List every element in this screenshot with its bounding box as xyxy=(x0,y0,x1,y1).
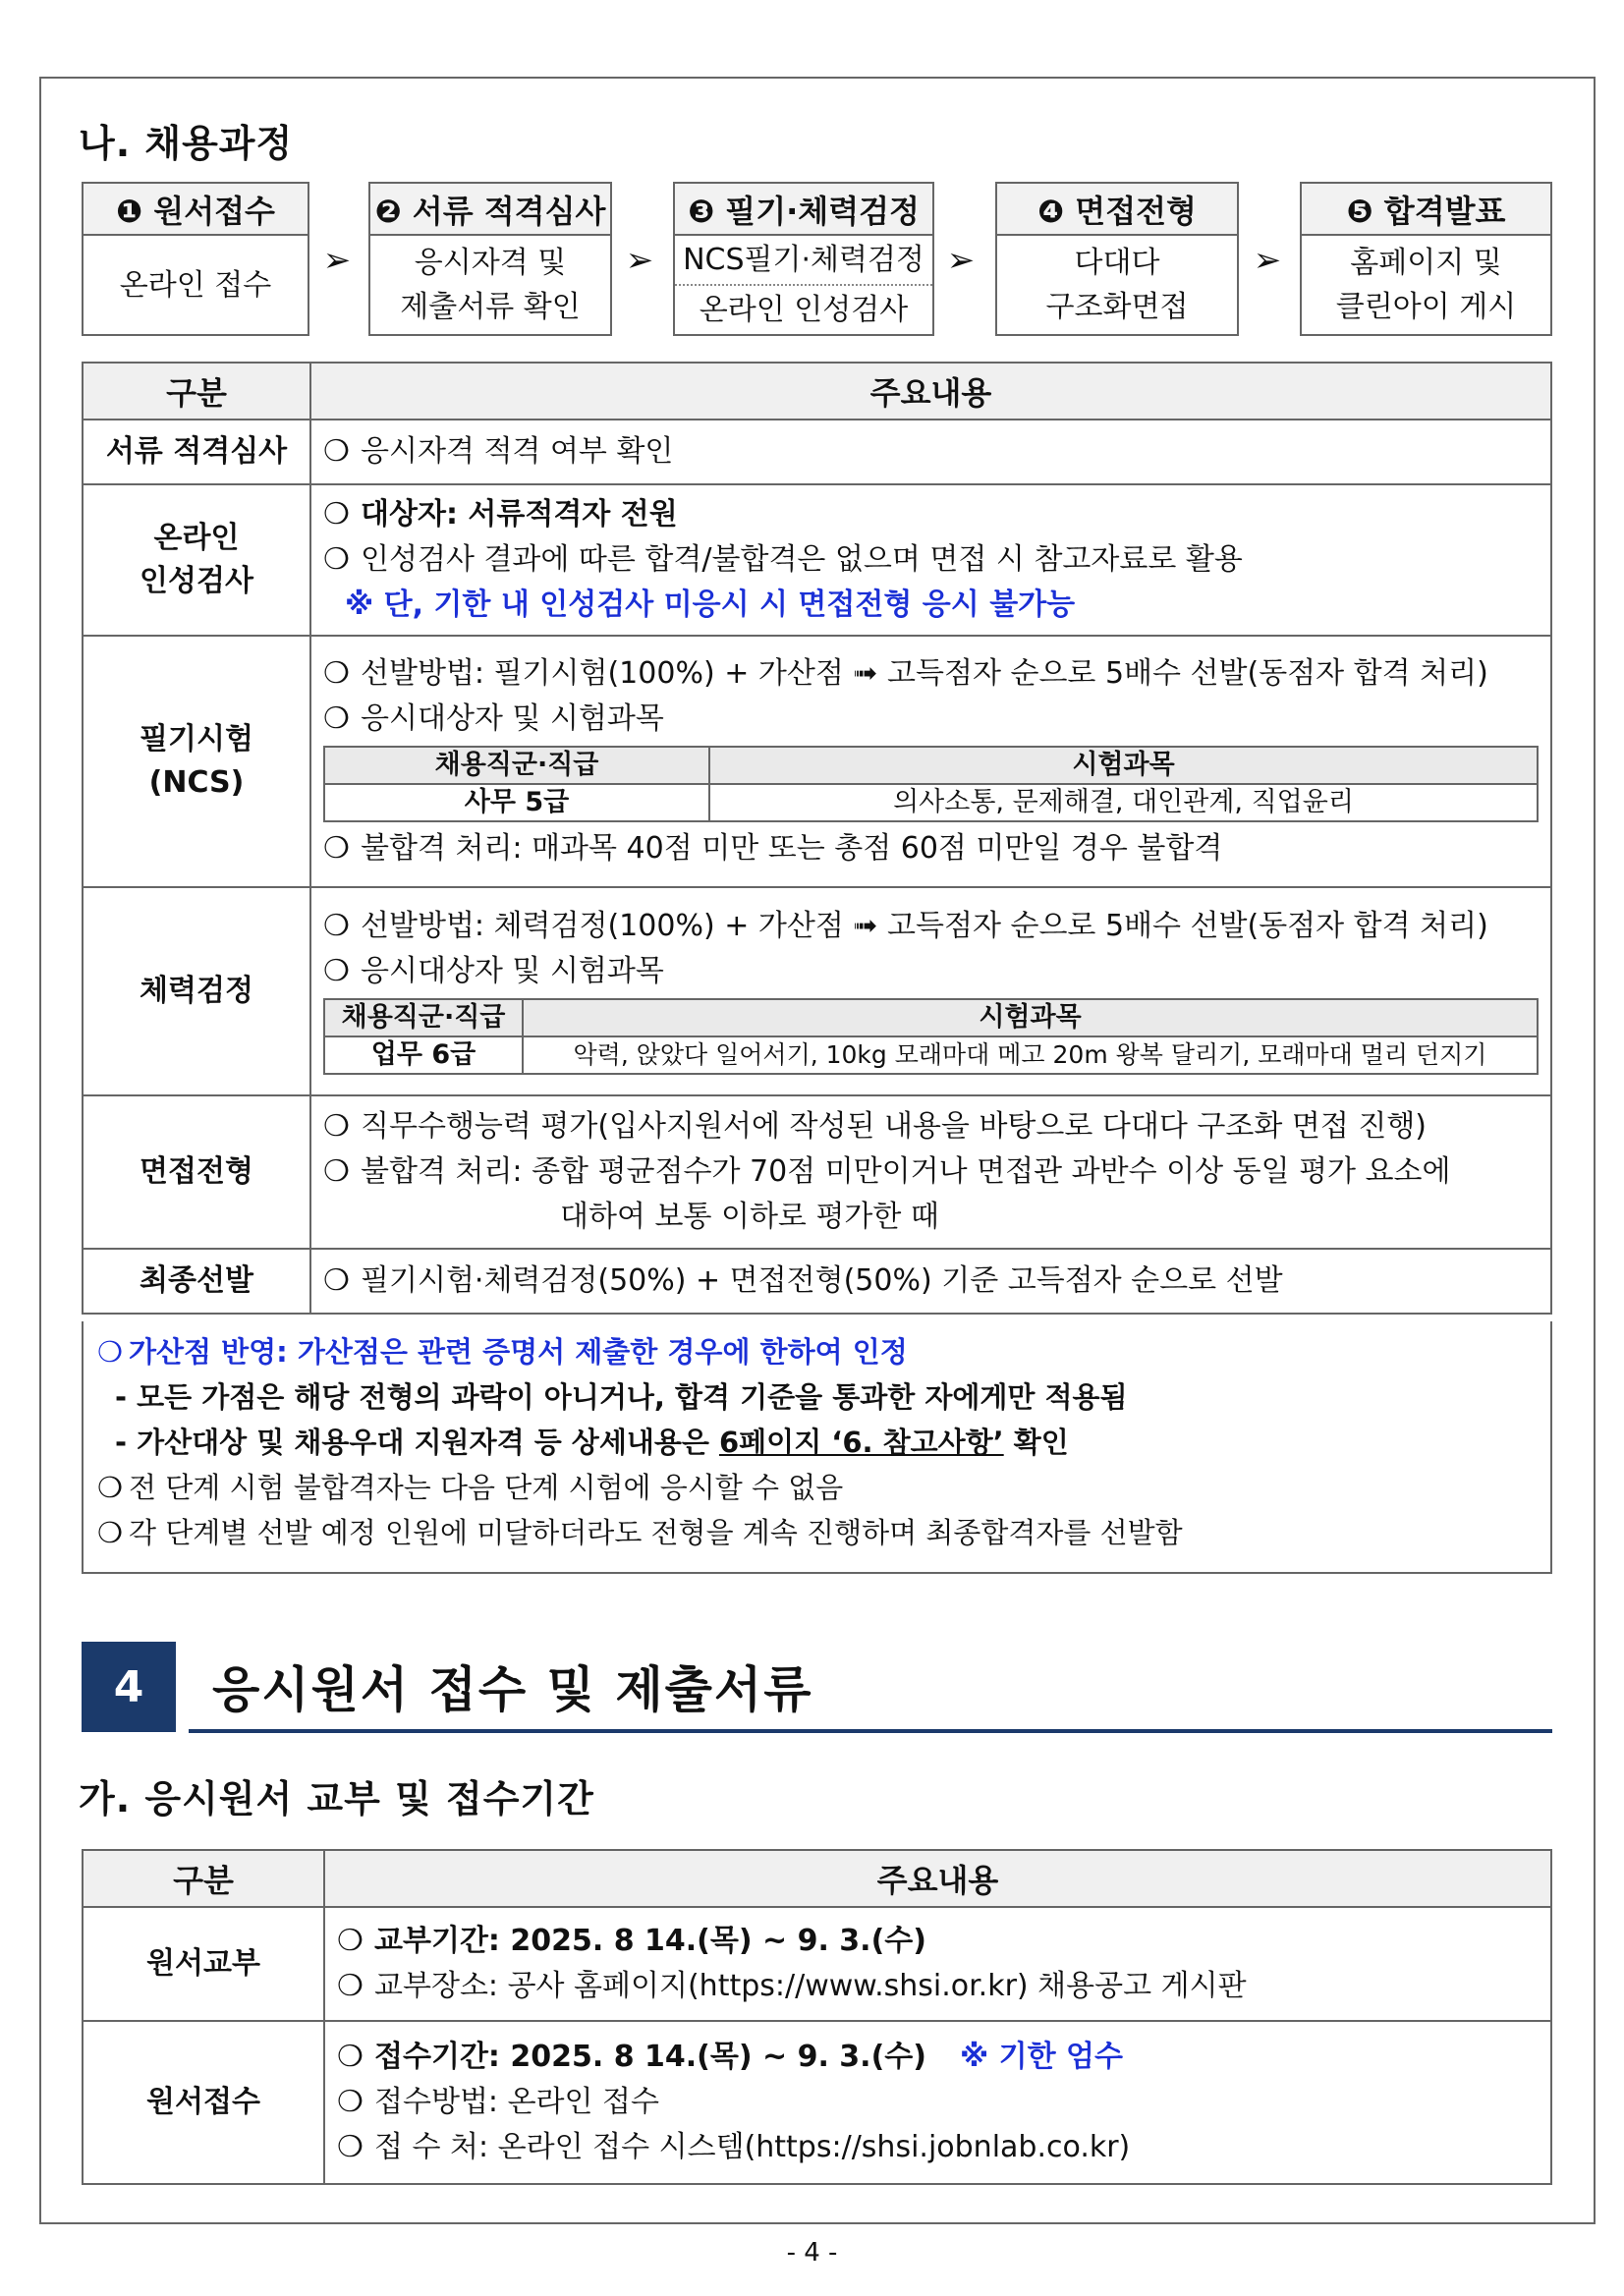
content-line: 필기시험·체력검정(50%) + 면접전형(50%) 기준 고득점자 순으로 선발 xyxy=(361,1263,1283,1298)
circle-bullet: ❍ xyxy=(323,497,350,532)
flow-step-text: 온라인 접수 xyxy=(119,267,272,303)
table-row xyxy=(83,1907,1551,2021)
content-line: 불합격 처리: 종합 평균점수가 70점 미만이거나 면접관 과반수 이상 동일 평가 요소에 xyxy=(361,1154,1451,1189)
note-line: 각 단계별 선발 예정 인원에 미달하더라도 전형을 계속 진행하며 최종합격자를 선발함 xyxy=(129,1516,1183,1549)
note-line: 전 단계 시험 불합격자는 다음 단계 시험에 응시할 수 없음 xyxy=(129,1471,844,1504)
circle-bullet: ❍ xyxy=(323,1109,350,1144)
flow-step-head: ❸ 필기·체력검정 xyxy=(675,184,932,236)
row-label: 면접전형 xyxy=(83,1095,310,1249)
row-label: 체력검정 xyxy=(83,887,310,1095)
row-label: 서류 적격심사 xyxy=(83,420,310,484)
content-line: 응시자격 적격 여부 확인 xyxy=(361,434,674,469)
row-label: 온라인 xyxy=(153,521,240,555)
flow-step-1 xyxy=(82,182,309,336)
content-line: 선발방법: 체력검정(100%) + 가산점 ➟ 고득점자 순으로 5배수 선발(동점자 합격 처리) xyxy=(361,909,1488,943)
content-line: 응시대상자 및 시험과목 xyxy=(361,954,664,988)
circle-bullet: ❍ xyxy=(323,909,350,943)
flow-step-text: 제출서류 확인 xyxy=(400,290,581,324)
sub-header: 채용직군·직급 xyxy=(324,999,523,1036)
application-table xyxy=(82,1849,1552,2185)
table-header-content: 주요내용 xyxy=(310,363,1551,420)
flow-step-head: ❹ 면접전형 xyxy=(997,184,1237,236)
row-label: 원서교부 xyxy=(83,1907,324,2021)
flow-step-text: 온라인 인성검사 xyxy=(699,293,909,327)
circle-bullet: ❍ xyxy=(323,701,350,736)
flow-step-2 xyxy=(368,182,612,336)
section-underline xyxy=(189,1729,1552,1733)
flow-step-head: ❶ 원서접수 xyxy=(84,184,308,236)
circle-bullet: ❍ xyxy=(323,1263,350,1298)
table-row xyxy=(83,1095,1551,1249)
section-number-badge: 4 xyxy=(82,1642,176,1732)
sub-header: 채용직군·직급 xyxy=(324,747,709,784)
process-table xyxy=(82,362,1552,1315)
content-line: 선발방법: 필기시험(100%) + 가산점 ➟ 고득점자 순으로 5배수 선발(동점자 합격 처리) xyxy=(361,656,1488,691)
flow-step-3 xyxy=(673,182,934,336)
note-line: - 모든 가점은 해당 전형의 과락이 아니거나, 합격 기준을 통과한 자에게만 적용됨 xyxy=(115,1380,1128,1414)
row-label: 최종선발 xyxy=(83,1249,310,1314)
circle-bullet: ❍ xyxy=(323,954,350,988)
flow-arrow: ➢ xyxy=(1253,241,1282,280)
flow-step-text: 다대다 xyxy=(1074,246,1160,280)
flow-step-5 xyxy=(1300,182,1552,336)
content-line: 대하여 보통 이하로 평가한 때 xyxy=(560,1200,939,1234)
content-line: 직무수행능력 평가(입사지원서에 작성된 내용을 바탕으로 다대다 구조화 면접 진행) xyxy=(361,1109,1428,1144)
table-row xyxy=(83,1249,1551,1314)
process-flow xyxy=(82,182,1552,336)
content-line: 불합격 처리: 매과목 40점 미만 또는 총점 60점 미만일 경우 불합격 xyxy=(361,831,1223,866)
sub-cell: 사무 5급 xyxy=(324,784,709,821)
table-row xyxy=(83,636,1551,887)
row-label: 인성검사 xyxy=(140,564,253,598)
circle-bullet: ❍ xyxy=(337,2040,364,2074)
circle-bullet: ❍ xyxy=(97,1516,123,1549)
circle-bullet: ❍ xyxy=(323,656,350,691)
circle-bullet: ❍ xyxy=(97,1471,123,1504)
section-title: 응시원서 접수 및 제출서류 xyxy=(212,1661,813,1718)
content-line: 응시대상자 및 시험과목 xyxy=(361,701,664,736)
flow-step-text: 구조화면접 xyxy=(1045,290,1189,324)
circle-bullet: ❍ xyxy=(337,1969,364,2003)
content-line: 교부기간: 2025. 8 14.(목) ~ 9. 3.(수) xyxy=(374,1924,926,1958)
content-line: 인성검사 결과에 따른 합격/불합격은 없으며 면접 시 참고자료로 활용 xyxy=(361,542,1243,577)
sub-cell: 악력, 앉았다 일어서기, 10kg 모래마대 메고 20m 왕복 달리기, 모래마대 멀리 던지기 xyxy=(523,1036,1538,1074)
table-row xyxy=(83,887,1551,1095)
circle-bullet: ❍ xyxy=(337,2085,364,2119)
written-subject-table xyxy=(323,746,1539,822)
sub-header: 시험과목 xyxy=(709,747,1538,784)
circle-bullet: ❍ xyxy=(323,1154,350,1189)
note-line: - 가산대상 및 채용우대 지원자격 등 상세내용은 6페이지 ‘6. 참고사항’ 확인 xyxy=(115,1426,1069,1459)
flow-step-head: ❺ 합격발표 xyxy=(1302,184,1550,236)
content-line: 접수방법: 온라인 접수 xyxy=(374,2085,659,2119)
circle-bullet: ❍ xyxy=(323,542,350,577)
flow-step-text: 홈페이지 및 xyxy=(1350,246,1502,280)
flow-step-head: ❷ 서류 적격심사 xyxy=(370,184,610,236)
row-label: (NCS) xyxy=(148,765,245,800)
subsection-title: 가. 응시원서 교부 및 접수기간 xyxy=(79,1777,594,1820)
content-line: 접수기간: 2025. 8 14.(목) ~ 9. 3.(수) xyxy=(374,2040,926,2074)
circle-bullet: ❍ xyxy=(97,1335,123,1369)
online-note: ※ 단, 기한 내 인성검사 미응시 시 면접전형 응시 불가능 xyxy=(345,588,1076,622)
deadline-note: ※ 기한 엄수 xyxy=(959,2040,1123,2074)
notes-box xyxy=(82,1321,1552,1574)
sub-header: 시험과목 xyxy=(523,999,1538,1036)
circle-bullet: ❍ xyxy=(337,2130,364,2164)
content-line: 대상자: 서류적격자 전원 xyxy=(361,497,678,532)
circle-bullet: ❍ xyxy=(337,1924,364,1958)
content-line: 접 수 처: 온라인 접수 시스템(https://shsi.jobnlab.co.kr) xyxy=(374,2130,1131,2164)
content-line: 교부장소: 공사 홈페이지(https://www.shsi.or.kr) 채용공고 게시판 xyxy=(374,1969,1247,2003)
table-row xyxy=(83,420,1551,484)
flow-step-text: 클린아이 게시 xyxy=(1335,290,1517,324)
table-header-category: 구분 xyxy=(83,363,310,420)
table-row xyxy=(83,2021,1551,2184)
sub-cell: 의사소통, 문제해결, 대인관계, 직업윤리 xyxy=(709,784,1538,821)
section-title-process: 나. 채용과정 xyxy=(79,122,294,165)
flow-arrow: ➢ xyxy=(322,241,352,280)
note-reference: 6페이지 ‘6. 참고사항’ xyxy=(718,1426,1004,1459)
sub-cell: 업무 6급 xyxy=(324,1036,523,1074)
note-line: 가산점 반영: 가산점은 관련 증명서 제출한 경우에 한하여 인정 xyxy=(129,1335,908,1369)
flow-arrow: ➢ xyxy=(946,241,976,280)
row-label: 필기시험 xyxy=(140,722,253,756)
flow-arrow: ➢ xyxy=(625,241,654,280)
row-label: 원서접수 xyxy=(83,2021,324,2184)
flow-step-4 xyxy=(995,182,1239,336)
page-number: - 4 - xyxy=(786,2238,838,2268)
physical-subject-table xyxy=(323,998,1539,1075)
table-row xyxy=(83,484,1551,636)
flow-step-text: NCS필기·체력검정 xyxy=(675,236,932,286)
flow-step-text: 응시자격 및 xyxy=(414,246,567,280)
table-header-category: 구분 xyxy=(83,1850,324,1907)
table-header-content: 주요내용 xyxy=(324,1850,1551,1907)
circle-bullet: ❍ xyxy=(323,434,350,469)
circle-bullet: ❍ xyxy=(323,831,350,866)
